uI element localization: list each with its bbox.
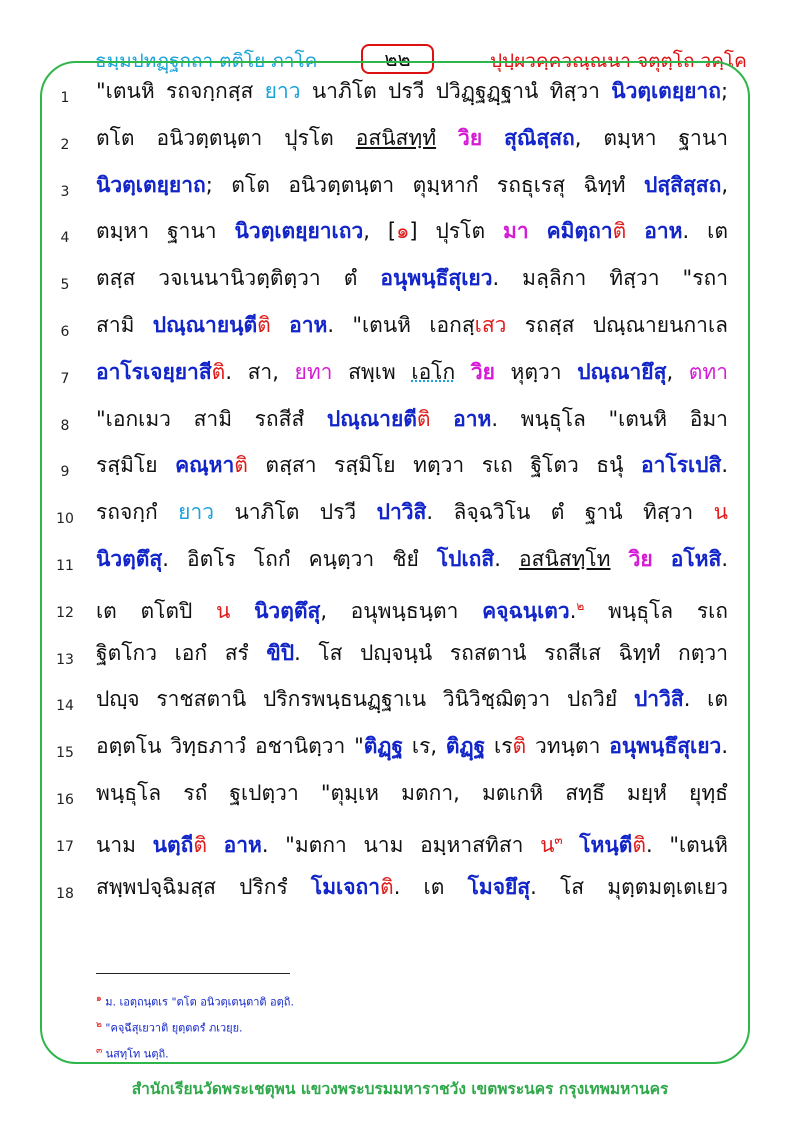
line-text [96, 357, 728, 387]
text-segment: วิย [470, 359, 495, 384]
text-segment [563, 833, 580, 857]
text-segment: ปณฺณายตี [326, 406, 417, 431]
text-line [0, 727, 800, 774]
text-segment: โมเจถา [310, 874, 381, 899]
text-segment: นิวตฺเตยฺยาเถว [234, 219, 364, 244]
page-footer: สำนักเรียนวัดพระเชตุพน แขวงพระบรมมหาราชวัง เขตพระนคร กรุงเทพมหานคร [131, 1080, 669, 1098]
footnote-text: นสทฺโท นตฺถิ. [102, 1047, 169, 1061]
text-segment: . มลฺลิกา ทิสฺวา "รถา [492, 266, 729, 291]
text-segment: สุณิสฺสถ [504, 125, 575, 150]
header-book-title: ธมฺมปทฏฺฐกถา ตติโย ภาโค [95, 50, 318, 72]
text-segment [271, 313, 289, 337]
text-segment: คมิตฺถา [546, 219, 613, 244]
text-segment: นิวตฺตึสุ [254, 598, 321, 623]
text-segment: . สา, [225, 359, 295, 384]
line-number: 2 [60, 136, 70, 153]
line-number: 5 [60, 277, 70, 294]
text-segment: อาห [453, 406, 492, 431]
text-segment: ติ [380, 874, 394, 899]
text-line [0, 72, 800, 119]
text-segment: ; ตโต อนิวตฺตนฺตา ตุมฺหากํ รถธุเรสุ ฉิทฺทํ [205, 172, 644, 197]
text-segment: ติ [234, 453, 248, 478]
text-segment: ปญฺจ ราชสตานิ ปริกรพนฺธนฏฺฐาเน วินิวิชฺฌิตฺวา ปถวิยํ [96, 687, 634, 712]
line-number: 3 [60, 183, 70, 200]
line-text [96, 591, 728, 626]
footnote-mark: ๒ [96, 1020, 102, 1030]
text-segment: คณฺหา [175, 453, 235, 478]
text-segment: ปาวิสิ [633, 687, 684, 712]
text-segment: , [666, 359, 689, 384]
text-segment [207, 833, 224, 857]
line-text [96, 778, 728, 808]
text-line [0, 680, 800, 727]
text-segment: เสว [474, 312, 507, 337]
line-text [96, 216, 728, 246]
text-segment: อาโรเปสิ [641, 453, 722, 478]
text-segment: ติ [211, 359, 226, 384]
text-segment: . เต [682, 219, 728, 244]
text-segment: ติ [416, 406, 431, 431]
line-number: 8 [60, 417, 70, 434]
page-number: ๒๒ [361, 44, 434, 74]
text-segment: ตโต อนิวตฺตนฺตา ปุรโต [96, 125, 356, 150]
text-segment: เร, [403, 734, 446, 759]
text-segment: , [721, 172, 728, 197]
text-segment: อโหสิ [670, 546, 722, 571]
text-segment: สามิ [96, 312, 153, 337]
text-segment: โปเถสิ [436, 546, 495, 571]
text-segment: ตทา [688, 359, 729, 384]
text-segment: ฐิตโกว เอกํ สรํ [96, 640, 267, 665]
text-segment: นิวตฺตึสุ [96, 546, 163, 571]
text-line [0, 587, 800, 634]
text-segment: โมจยึสุ [467, 874, 531, 899]
text-body [0, 72, 800, 914]
text-segment: ติ [632, 832, 647, 857]
footnote-text: ม. เอตฺถนฺตเร "ตโต อนิวตฺเตนฺตาติ อตฺถิ. [101, 995, 294, 1009]
text-segment: น [713, 500, 729, 525]
text-segment: ตสฺสา รสฺมิโย ทตฺวา รเถ ฐิโตว ธนุํ [247, 453, 642, 478]
text-segment: อาห [289, 312, 328, 337]
text-segment: ปาวิสิ [376, 500, 427, 525]
footnote-2 [96, 1017, 243, 1037]
text-segment: ๓ [554, 832, 563, 847]
text-segment: . [721, 734, 729, 759]
text-segment [482, 126, 504, 150]
text-line [0, 353, 800, 400]
text-segment: ติ [193, 832, 207, 857]
line-number: 12 [56, 604, 74, 621]
text-segment: เร [485, 734, 513, 759]
line-number: 9 [60, 464, 70, 481]
line-number: 11 [56, 557, 74, 574]
text-segment: ติ [512, 734, 527, 759]
text-segment: น [216, 598, 231, 623]
footnote-3 [96, 1043, 169, 1063]
text-line [0, 493, 800, 540]
text-segment [230, 599, 254, 623]
text-segment: เอโก [411, 359, 456, 384]
text-segment: พนฺธุโล รเถ [584, 598, 728, 623]
line-text [96, 684, 728, 714]
line-number: 15 [56, 745, 74, 762]
text-line [0, 400, 800, 447]
text-segment: ติ [612, 219, 627, 244]
text-line [0, 868, 800, 915]
text-segment: . "เตนหิ [646, 832, 729, 857]
text-segment: มา [503, 219, 529, 244]
text-segment: วทนฺตา [526, 734, 610, 759]
line-number: 4 [60, 230, 70, 247]
text-segment: . เต [393, 874, 468, 899]
text-segment: สพฺเพ [332, 359, 412, 384]
line-text [96, 310, 728, 340]
text-segment: สพฺพปจฺฉิมสฺส ปริกรํ [96, 874, 311, 899]
text-segment: ตสฺส วจเนนานิวตฺติตฺวา ตํ [96, 266, 381, 291]
text-segment [455, 360, 471, 384]
line-text [96, 404, 728, 434]
text-segment: นาม [96, 832, 153, 857]
text-segment: อสนิสทฺทํ [355, 125, 437, 150]
line-text [96, 872, 728, 902]
text-segment: . [494, 546, 519, 571]
line-number: 7 [60, 370, 70, 387]
text-segment: ขิปิ [266, 640, 295, 665]
text-segment: นิวตฺเตยฺยาถ [611, 79, 721, 103]
text-segment: น [540, 832, 555, 857]
text-segment: , [ [363, 219, 397, 244]
text-segment: พนฺธุโล รถํ ฐเปตฺวา "ตุมฺเห มตกา, มตเกหิ สทฺธึ มยฺหํ ยุทฺธํ [96, 780, 728, 805]
text-segment: อาห [223, 832, 262, 857]
text-segment: อนุพนฺธึสุเยว [609, 734, 722, 759]
text-segment: วิย [628, 546, 653, 571]
text-segment: . "มตกา นาม อมฺหาสทิสา [261, 832, 541, 857]
text-segment: . อิตโร โถกํ คนฺตฺวา ชิยํ [162, 546, 437, 571]
text-segment: ปณฺณายนฺตี [152, 312, 258, 337]
text-line [0, 212, 800, 259]
line-number: 16 [56, 791, 74, 808]
text-line [0, 774, 800, 821]
footnote-mark: ๓ [96, 1046, 103, 1056]
footnote-1 [96, 991, 294, 1011]
line-text [96, 76, 728, 106]
text-segment: อตฺตโน วิทฺธภาวํ อชานิตฺวา " [96, 734, 364, 759]
text-segment: วิย [458, 125, 483, 150]
text-segment: ติฏฺฐ [363, 734, 404, 759]
text-segment: นตฺถี [152, 832, 194, 857]
text-segment: . พนฺธุโล "เตนหิ อิมา [491, 406, 728, 431]
text-segment: เต ตโตปิ [96, 598, 217, 623]
text-segment [611, 547, 629, 571]
text-segment: ; [720, 79, 729, 103]
text-segment: , อนุพนฺธนฺตา [320, 598, 483, 623]
text-segment: รสฺมิโย [96, 453, 176, 478]
line-number: 1 [60, 90, 70, 106]
line-number: 10 [56, 511, 74, 528]
line-number: 17 [56, 838, 74, 855]
text-segment [431, 407, 454, 431]
text-segment: ปสฺสิสฺสถ [643, 172, 722, 197]
line-text [96, 123, 728, 153]
text-segment: . ลิจฺฉวิโน ตํ ฐานํ ทิสฺวา [426, 500, 714, 525]
text-line [0, 119, 800, 166]
text-segment [436, 126, 458, 150]
footnote-text: "คจฺฉึสุเยวาติ ยุตฺตตรํ ภเวยฺย. [101, 1021, 243, 1035]
text-segment [529, 219, 547, 243]
text-segment: รถสฺส ปณฺณายนกาเล [506, 312, 728, 337]
text-segment: นาภิโต ปรวี ปวิฏฺฐฏฺฐานํ ทิสฺวา [300, 79, 612, 103]
text-segment: ยทา [294, 359, 333, 384]
text-segment [626, 219, 644, 243]
footnote-divider [96, 973, 290, 974]
text-line [0, 821, 800, 868]
text-line [0, 540, 800, 587]
text-line [0, 259, 800, 306]
text-segment: รถจกฺกํ [96, 500, 179, 525]
footnote-mark: ๑ [96, 994, 102, 1004]
text-segment: . โส ปญฺจนฺนํ รถสตานํ รถสีเส ฉิทฺทํ กตฺวา [294, 640, 728, 665]
text-segment: อสนิสทฺโท [518, 546, 611, 571]
text-segment: "เอกเมว สามิ รถสีสํ [96, 406, 327, 431]
line-number: 14 [56, 698, 74, 715]
text-segment: ติ [257, 312, 271, 337]
line-text [96, 638, 728, 668]
line-number: 13 [56, 651, 74, 668]
text-segment: ตมฺหา ฐานา [96, 219, 235, 244]
line-text [96, 263, 728, 293]
text-segment: โหนฺตี [579, 832, 633, 857]
line-text [96, 825, 728, 860]
line-text [96, 450, 728, 480]
line-text [96, 170, 728, 200]
text-segment: อาโรเจยฺยาสี [96, 359, 212, 384]
text-segment: อนุพนฺธึสุเยว [380, 266, 493, 291]
text-segment: ยาว [264, 79, 301, 103]
line-text [96, 497, 728, 527]
text-segment: นาภิโต ปรวี [214, 500, 377, 525]
line-number: 18 [56, 885, 74, 902]
text-segment: ยาว [178, 500, 215, 525]
text-segment: . [721, 546, 728, 571]
text-line [0, 166, 800, 213]
text-segment: ] ปุรโต [409, 219, 504, 244]
text-segment: ๒ [576, 598, 585, 613]
text-line [0, 634, 800, 681]
text-segment: . [569, 598, 577, 623]
text-segment: ติฏฺฐ [445, 734, 486, 759]
text-segment: อาห [644, 219, 683, 244]
text-line [0, 446, 800, 493]
text-segment [653, 547, 671, 571]
text-segment: ๑ [396, 219, 410, 244]
text-line [0, 306, 800, 353]
text-segment: "เตนหิ รถจกฺกสฺส [96, 79, 265, 103]
text-segment: หุตฺวา [494, 359, 578, 384]
header-chapter-title: ปุปฺผวคฺควณฺณนา จตุตฺโถ วคฺโค [490, 50, 747, 72]
text-segment: . เต [683, 687, 728, 712]
text-segment: นิวตฺเตยฺยาถ [96, 172, 206, 197]
text-segment: . "เตนหิ เอกสฺ [327, 312, 475, 337]
text-segment: คจฺฉนฺเตว [482, 598, 570, 623]
text-segment: ปณฺณายึสุ [577, 359, 667, 384]
line-text [96, 544, 728, 574]
text-segment: . โส มุตฺตมตฺเตเยว [530, 874, 728, 899]
line-text [96, 731, 728, 761]
line-number: 6 [60, 323, 70, 340]
text-segment: , ตมฺหา ฐานา [574, 125, 728, 150]
text-segment: . [721, 453, 728, 478]
